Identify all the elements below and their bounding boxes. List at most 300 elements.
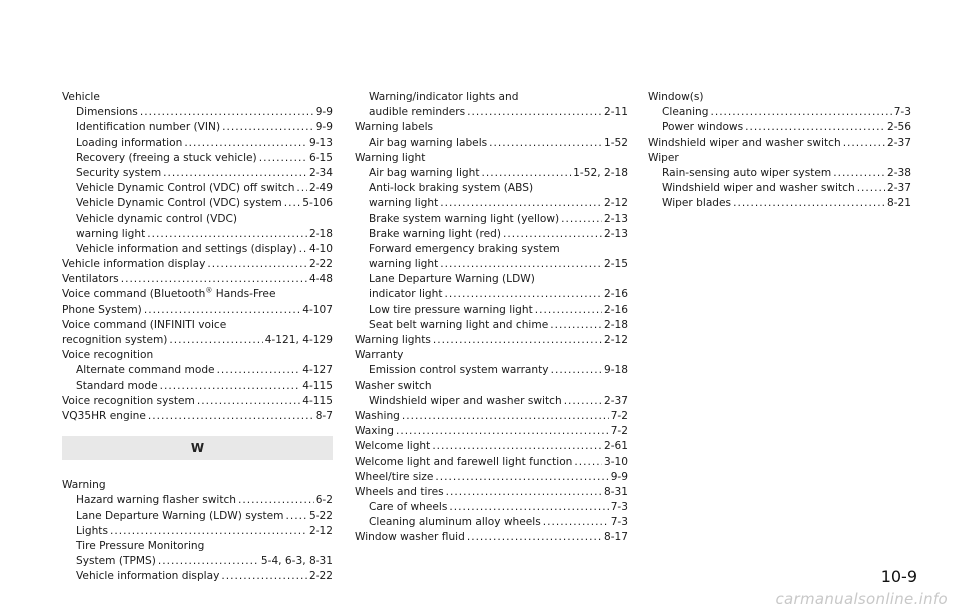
page-reference: 9-13	[308, 136, 333, 149]
page-reference: 9-9	[610, 470, 628, 483]
dot-leader	[396, 424, 609, 439]
entry-label: Windshield wiper and washer switch	[369, 394, 562, 407]
entry-text	[369, 515, 541, 530]
dot-leader	[745, 120, 885, 135]
entry-label: Brake system warning light (yellow)	[369, 212, 560, 225]
entry-label: Wiper blades	[662, 197, 732, 210]
entry-text	[76, 509, 284, 524]
dot-leader	[184, 136, 307, 151]
entry-text	[76, 363, 215, 378]
page-reference: 2-13	[603, 227, 628, 240]
dot-leader	[147, 227, 307, 242]
index-subentry	[355, 105, 628, 120]
entry-text	[355, 485, 444, 500]
page-reference: 1-52	[603, 136, 628, 149]
index-subentry	[355, 515, 628, 530]
entry-label: Wheels and tires	[355, 485, 444, 498]
page-reference: 5-22	[308, 509, 333, 522]
entry-text	[76, 212, 237, 227]
entry-text	[369, 166, 480, 181]
entry-label: recognition system)	[62, 334, 168, 346]
entry-text	[355, 151, 425, 166]
entry-text	[355, 348, 403, 363]
entry-label: Forward emergency braking system	[369, 242, 560, 255]
index-subentry	[355, 303, 628, 318]
entry-label: Brake warning light (red)	[369, 227, 502, 240]
dot-leader	[121, 272, 307, 287]
page-reference: 6-2	[315, 494, 333, 507]
entry-label: Power windows	[662, 121, 744, 134]
page-reference: 2-12	[603, 334, 628, 346]
index-entry	[355, 439, 628, 454]
page-reference: 2-37	[886, 182, 911, 195]
entry-text	[76, 524, 108, 539]
entry-label: Standard mode	[76, 379, 158, 392]
entry-text	[369, 105, 465, 120]
index-column-2	[355, 90, 628, 546]
entry-text	[62, 272, 119, 287]
entry-text	[355, 530, 465, 545]
index-subentry	[62, 569, 333, 584]
index-subentry	[355, 181, 628, 196]
index-subentry	[62, 554, 333, 569]
page-reference: 2-56	[886, 121, 911, 134]
index-column-3	[648, 90, 911, 212]
entry-label: Phone System)	[62, 303, 142, 316]
dot-leader	[833, 166, 885, 181]
dot-leader	[440, 196, 602, 211]
entry-label: Voice command (INFINITI voice	[62, 318, 227, 331]
index-entry	[355, 348, 628, 363]
page-reference: 2-37	[603, 394, 628, 407]
entry-label: Welcome light and farewell light function	[355, 455, 573, 468]
index-subentry	[648, 181, 911, 196]
page-reference: 4-107	[302, 303, 333, 316]
dot-leader	[467, 530, 602, 545]
index-subentry	[62, 227, 333, 242]
entry-text	[355, 379, 432, 394]
entry-text	[648, 136, 841, 151]
entry-text	[76, 493, 236, 508]
dot-leader	[733, 196, 885, 211]
index-entry	[355, 151, 628, 166]
index-subentry	[62, 196, 333, 211]
entry-text	[355, 455, 572, 470]
entry-label: Loading information	[76, 136, 183, 149]
entry-label: Vehicle Dynamic Control (VDC) off switch	[76, 182, 295, 195]
entry-text	[355, 120, 433, 135]
index-entry	[355, 409, 628, 424]
entry-label: Care of wheels	[369, 501, 448, 514]
index-subentry	[62, 363, 333, 378]
index-subentry	[62, 151, 333, 166]
entry-text	[62, 318, 226, 333]
page-reference: 9-9	[315, 121, 333, 134]
index-subentry	[355, 257, 628, 272]
index-entry	[648, 151, 911, 166]
dot-leader	[482, 166, 572, 181]
entry-label: Vehicle information display	[76, 570, 220, 583]
entry-label: Identification number (VIN)	[76, 121, 221, 134]
page-reference: 2-11	[603, 106, 628, 119]
page-reference: 7-3	[610, 516, 628, 529]
entry-label: Seat belt warning light and chime	[369, 318, 549, 331]
entry-text	[76, 554, 156, 569]
entry-label: Voice command (Bluetooth	[62, 288, 206, 301]
entry-text	[76, 105, 138, 120]
entry-text	[76, 227, 145, 242]
entry-label: Security system	[76, 166, 162, 179]
entry-text	[369, 394, 562, 409]
entry-label: Vehicle Dynamic Control (VDC) system	[76, 197, 282, 210]
dot-leader	[503, 227, 602, 242]
entry-label: Voice recognition	[62, 349, 154, 362]
entry-text	[355, 470, 433, 485]
index-subentry	[62, 105, 333, 120]
index-subentry	[648, 166, 911, 181]
index-subentry	[62, 166, 333, 181]
page-number: 10-9	[880, 567, 917, 586]
entry-label: Air bag warning labels	[369, 136, 488, 149]
index-entry	[62, 287, 333, 302]
page-reference: 2-22	[308, 258, 333, 271]
index-subentry	[355, 227, 628, 242]
index-entry	[62, 394, 333, 409]
entry-label: Warning labels	[355, 121, 434, 134]
entry-label: Cleaning aluminum alloy wheels	[369, 516, 541, 529]
entry-text	[76, 539, 204, 554]
index-subentry	[355, 500, 628, 515]
index-entry	[62, 333, 333, 348]
entry-text	[62, 409, 146, 424]
index-column-1	[62, 90, 333, 584]
index-subentry	[62, 181, 333, 196]
entry-label: warning light	[369, 197, 439, 210]
page-reference: 2-18	[603, 318, 628, 331]
dot-leader	[259, 151, 307, 166]
index-subentry	[355, 136, 628, 151]
entry-label: Windshield wiper and washer switch	[662, 182, 855, 195]
entry-text	[662, 196, 731, 211]
page-reference: 4-127	[302, 364, 333, 377]
entry-text	[76, 151, 257, 166]
entry-text	[369, 242, 560, 257]
page-reference: 4-48	[308, 273, 333, 286]
entry-label: warning light	[76, 227, 146, 240]
index-entry	[62, 257, 333, 272]
dot-leader	[467, 105, 602, 120]
entry-label: indicator light	[369, 288, 443, 301]
index-subentry	[355, 272, 628, 287]
entry-text	[369, 257, 438, 272]
index-entry	[355, 470, 628, 485]
entry-label: Warning	[62, 479, 106, 492]
dot-leader	[286, 509, 307, 524]
page-reference: 5-4, 6-3, 8-31	[260, 555, 333, 568]
index-entry	[355, 333, 628, 348]
index-entry	[62, 272, 333, 287]
index-subentry	[62, 509, 333, 524]
entry-text	[62, 478, 106, 493]
index-subentry	[62, 493, 333, 508]
dot-leader	[148, 409, 314, 424]
entry-text	[662, 181, 855, 196]
page-reference: 2-18	[308, 227, 333, 240]
entry-text	[369, 287, 442, 302]
dot-leader	[433, 333, 602, 348]
dot-leader	[446, 485, 602, 500]
entry-text	[76, 196, 282, 211]
index-entry	[648, 136, 911, 151]
entry-text	[369, 303, 533, 318]
dot-leader	[140, 105, 314, 120]
entry-text	[76, 166, 161, 181]
page-reference: 7-3	[893, 106, 911, 119]
index-entry	[62, 478, 333, 493]
entry-text	[369, 90, 518, 105]
dot-leader	[449, 500, 608, 515]
index-entry	[355, 120, 628, 135]
entry-label-continued: Hands-Free	[212, 288, 276, 301]
index-subentry	[355, 394, 628, 409]
dot-leader	[221, 569, 307, 584]
dot-leader	[238, 493, 314, 508]
entry-text	[662, 120, 743, 135]
page-reference: 7-2	[610, 425, 628, 438]
entry-label: Vehicle dynamic control (VDC)	[76, 212, 238, 225]
page-reference: 2-22	[308, 570, 333, 583]
entry-label: Warning lights	[355, 334, 431, 346]
entry-text	[369, 227, 501, 242]
dot-leader	[440, 257, 602, 272]
entry-label: Warning light	[355, 151, 426, 164]
entry-label: Lane Departure Warning (LDW)	[369, 273, 535, 286]
entry-label: Warranty	[355, 349, 404, 362]
dot-leader	[550, 318, 602, 333]
entry-label: audible reminders	[369, 106, 466, 119]
registered-mark: ®	[205, 287, 213, 295]
entry-label: Ventilators	[62, 273, 119, 286]
entry-text	[62, 348, 153, 363]
entry-text	[662, 166, 831, 181]
entry-label: Vehicle information and settings (display)	[76, 242, 297, 255]
dot-leader	[489, 136, 602, 151]
index-entry	[355, 379, 628, 394]
entry-text	[662, 105, 708, 120]
page-reference: 8-17	[603, 531, 628, 544]
dot-leader	[197, 394, 300, 409]
dot-leader	[169, 333, 262, 348]
index-subentry	[648, 196, 911, 211]
page-reference: 9-18	[603, 364, 628, 377]
index-subentry	[355, 90, 628, 105]
entry-text	[62, 257, 205, 272]
page-reference: 4-121, 4-129	[264, 334, 333, 346]
dot-leader	[284, 196, 300, 211]
page-reference: 2-49	[308, 182, 333, 195]
dot-leader	[561, 212, 602, 227]
entry-text	[355, 409, 400, 424]
entry-text	[76, 181, 294, 196]
entry-text	[648, 151, 679, 166]
page-reference: 4-10	[308, 242, 333, 255]
page-reference: 7-3	[610, 501, 628, 514]
entry-label: Wiper	[648, 151, 679, 164]
entry-label: Cleaning	[662, 106, 709, 119]
index-subentry	[648, 120, 911, 135]
entry-text	[76, 120, 220, 135]
watermark: carmanualsonline.info	[775, 590, 948, 608]
entry-label: Lane Departure Warning (LDW) system	[76, 509, 284, 522]
entry-text	[369, 212, 559, 227]
page-reference: 8-7	[315, 409, 333, 422]
index-subentry	[62, 524, 333, 539]
entry-label: Hazard warning flasher switch	[76, 494, 237, 507]
entry-label: Washing	[355, 409, 400, 422]
entry-label: Rain-sensing auto wiper system	[662, 166, 832, 179]
entry-text	[62, 303, 142, 318]
entry-label: Low tire pressure warning light	[369, 303, 533, 316]
page-reference: 9-9	[315, 106, 333, 119]
entry-label: Lights	[76, 524, 108, 537]
dot-leader	[217, 363, 301, 378]
index-entry	[355, 485, 628, 500]
entry-label: Recovery (freeing a stuck vehicle)	[76, 151, 257, 164]
entry-label: Vehicle information display	[62, 258, 206, 271]
index-subentry	[62, 136, 333, 151]
entry-label: Waxing	[355, 425, 394, 438]
entry-text	[355, 439, 430, 454]
dot-leader	[551, 363, 602, 378]
dot-leader	[444, 287, 601, 302]
entry-label: System (TPMS)	[76, 555, 156, 568]
page-reference: 8-21	[886, 197, 911, 210]
index-entry	[62, 318, 333, 333]
entry-text	[369, 500, 447, 515]
page-reference: 2-16	[603, 303, 628, 316]
entry-text	[62, 287, 275, 302]
entry-text	[648, 90, 704, 105]
page-reference: 3-10	[603, 455, 628, 468]
page-reference: 2-38	[886, 166, 911, 179]
dot-leader	[574, 455, 602, 470]
page-reference: 2-34	[308, 166, 333, 179]
index-subentry	[355, 287, 628, 302]
entry-label: Window(s)	[648, 91, 704, 103]
dot-leader	[207, 257, 307, 272]
index-subentry	[355, 166, 628, 181]
entry-text	[76, 569, 219, 584]
dot-leader	[402, 409, 609, 424]
entry-label: Anti-lock braking system (ABS)	[369, 182, 534, 195]
entry-label: Window washer fluid	[355, 531, 465, 544]
dot-leader	[110, 524, 307, 539]
page-reference: 7-2	[610, 409, 628, 422]
dot-leader	[160, 379, 301, 394]
entry-label: Air bag warning light	[369, 166, 480, 179]
entry-text	[76, 379, 158, 394]
index-entry	[355, 455, 628, 470]
page-reference: 2-61	[603, 440, 628, 453]
entry-label: Windshield wiper and washer switch	[648, 136, 841, 149]
index-subentry	[62, 379, 333, 394]
index-subentry	[62, 242, 333, 257]
index-subentry	[355, 212, 628, 227]
entry-text	[76, 136, 182, 151]
page-reference: 6-15	[308, 151, 333, 164]
index-subentry	[355, 242, 628, 257]
dot-leader	[163, 166, 307, 181]
index-entry	[62, 409, 333, 424]
index-entry	[62, 348, 333, 363]
entry-text	[369, 272, 535, 287]
dot-leader	[543, 515, 609, 530]
index-subentry	[355, 196, 628, 211]
index-subentry	[648, 105, 911, 120]
entry-label: Welcome light	[355, 440, 431, 453]
entry-text	[355, 424, 394, 439]
index-subentry	[355, 318, 628, 333]
entry-text	[369, 363, 549, 378]
dot-leader	[296, 181, 307, 196]
index-subentry	[62, 120, 333, 135]
entry-label: Warning/indicator lights and	[369, 91, 519, 103]
entry-text	[369, 318, 548, 333]
entry-label: VQ35HR engine	[62, 409, 146, 422]
dot-leader	[432, 439, 602, 454]
dot-leader	[158, 554, 259, 569]
page-reference: 4-115	[302, 379, 333, 392]
entry-label: Alternate command mode	[76, 364, 215, 377]
section-header: W	[62, 436, 333, 460]
dot-leader	[299, 242, 307, 257]
index-subentry	[62, 212, 333, 227]
dot-leader	[144, 303, 300, 318]
index-subentry	[62, 539, 333, 554]
page-reference: 8-31	[603, 485, 628, 498]
dot-leader	[564, 394, 602, 409]
index-entry	[355, 530, 628, 545]
entry-text	[76, 242, 297, 257]
index-entry	[62, 90, 333, 105]
page-reference: 2-37	[886, 136, 911, 149]
page-reference: 2-16	[603, 288, 628, 301]
page-reference: 2-15	[603, 258, 628, 271]
entry-text	[62, 394, 195, 409]
page-reference: 2-12	[603, 197, 628, 210]
dot-leader	[435, 470, 608, 485]
dot-leader	[710, 105, 891, 120]
entry-label: Vehicle	[62, 91, 100, 103]
entry-label: Wheel/tire size	[355, 470, 434, 483]
entry-text	[369, 181, 533, 196]
page-reference: 2-13	[603, 212, 628, 225]
index-entry	[355, 424, 628, 439]
entry-label: Voice recognition system	[62, 394, 195, 407]
dot-leader	[222, 120, 314, 135]
dot-leader	[857, 181, 885, 196]
entry-label: Dimensions	[76, 106, 138, 119]
dot-leader	[535, 303, 602, 318]
entry-text	[369, 196, 438, 211]
index-entry	[62, 303, 333, 318]
entry-label: warning light	[369, 258, 439, 271]
index-subentry	[355, 363, 628, 378]
entry-label: Washer switch	[355, 379, 432, 392]
entry-label: Tire Pressure Monitoring	[76, 539, 205, 552]
entry-text	[355, 333, 431, 348]
index-entry	[648, 90, 911, 105]
